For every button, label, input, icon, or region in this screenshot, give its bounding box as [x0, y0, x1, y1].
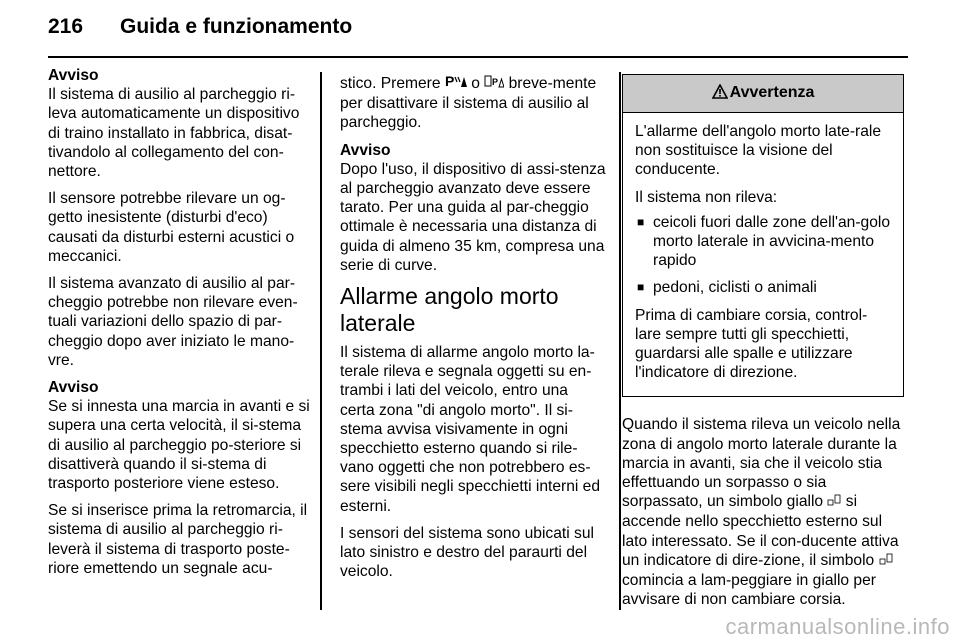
note-text: Il sistema di ausilio al parcheggio ri-leva automaticamente un dispositivo di traino installato in fabbrica, disat-tivandolo al collegamento del con-nettore. [48, 86, 300, 181]
text-run: si accende nello specchietto esterno sul lato interessato. Se il con-ducente attiva un indicatore di dire-zione, il simbolo [622, 493, 899, 569]
page-number: 216 [48, 15, 84, 38]
paragraph: Il sistema di allarme angolo morto la-terale rileva e segnala oggetti su en-trambi i lati del veicolo, entro una certa zona "di angolo morto". Il si-stema avvisa visivamente in ogni specchietto esterno quando si rile-vano oggetti che non potrebbero es-sere visibili negli specchietti interni ed esterni. [340, 344, 601, 515]
paragraph [340, 74, 606, 133]
text-run: o [471, 75, 480, 92]
note-text: Se si innesta una marcia in avanti e si supera una certa velocità, il si-stema di ausilio al parcheggio po-steriore si disattiverà quando il si-stema di trasporto posteriore viene esteso. [48, 398, 310, 493]
warning-header [623, 75, 903, 113]
warning-triangle-icon [712, 83, 728, 102]
column-1 [48, 66, 310, 586]
column-3 [622, 74, 904, 617]
list-item [635, 278, 891, 297]
warning-box [622, 74, 904, 397]
paragraph: I sensori del sistema sono ubicati sul lato sinistro e destro del paraurti del veicolo. [340, 524, 594, 581]
text-run: comincia a lam-peggiare in giallo per avvisare di non cambiare corsia. [622, 572, 876, 609]
watermark: carmanualsonline.info [725, 614, 950, 639]
column-2 [340, 74, 606, 589]
warning-text: L'allarme dell'angolo morto late-rale non sostituisce la visione del conducente. [635, 123, 882, 179]
note-heading: Avviso [48, 379, 99, 397]
text-run: stico. Premere [340, 75, 441, 92]
paragraph: Il sistema avanzato di ausilio al par-cheggio potrebbe non rilevare even-tuali variazioni dello spazio di par-cheggio dopo aver iniziato le mano-vre. [48, 275, 298, 369]
paragraph [622, 415, 904, 609]
page-title: Guida e funzionamento [120, 15, 353, 38]
blind-spot-symbol-icon [879, 552, 893, 571]
paragraph: Se si inserisce prima la retromarcia, il sistema di ausilio al parcheggio ri-leverà il sistema di trasporto poste-riore emettendo un segnale acu- [48, 502, 308, 577]
list-item [635, 213, 891, 271]
list-item-text: ceicoli fuori dalle zone dell'an-golo morto laterale in avvicina-mento rapido [653, 213, 891, 270]
text-run: breve-mente per disattivare il sistema di ausilio al parcheggio. [340, 75, 597, 132]
paragraph: Il sensore potrebbe rilevare un og-getto inesistente (disturbi d'eco) causati da disturbi esterni acustici o meccanici. [48, 190, 295, 265]
note-heading: Avviso [340, 141, 391, 159]
parking-sensor-button-icon [484, 74, 504, 94]
parking-assist-button-icon [445, 74, 467, 94]
warning-text: Prima di cambiare corsia, control-lare sempre tutti gli specchietti, guardarsi alle spalle e utilizzare l'indicatore di direzione. [635, 306, 868, 382]
warning-list [635, 213, 891, 298]
warning-text: Il sistema non rileva: [635, 188, 778, 206]
svg-text:P: P [444, 74, 454, 88]
bullet-square-icon: ■ [637, 214, 645, 229]
column-divider-1 [320, 72, 322, 610]
column-divider-2 [619, 72, 621, 610]
section-heading: Allarme angolo morto laterale [340, 283, 559, 337]
list-item-text: pedoni, ciclisti o animali [653, 279, 817, 297]
note-text: Dopo l'uso, il dispositivo di assi-stenza al parcheggio avanzato deve essere tarato. Per una guida al par-cheggio ottimale è necessaria una distanza di guida di almeno 35 km, compresa una serie di curve. [340, 160, 606, 274]
header-divider [48, 56, 908, 58]
svg-text:P: P [492, 77, 498, 87]
page-header [48, 15, 908, 55]
blind-spot-symbol-icon [827, 493, 841, 512]
note-heading: Avviso [48, 67, 99, 84]
warning-body [623, 113, 903, 396]
warning-title: Avvertenza [729, 84, 815, 101]
bullet-square-icon: ■ [637, 280, 645, 295]
text-run: Quando il sistema rileva un veicolo nella zona di angolo morto laterale durante la marcia in avanti, sia che il veicolo stia effettuando un sorpasso o sia sorpassato, un simbolo giallo [622, 416, 901, 511]
